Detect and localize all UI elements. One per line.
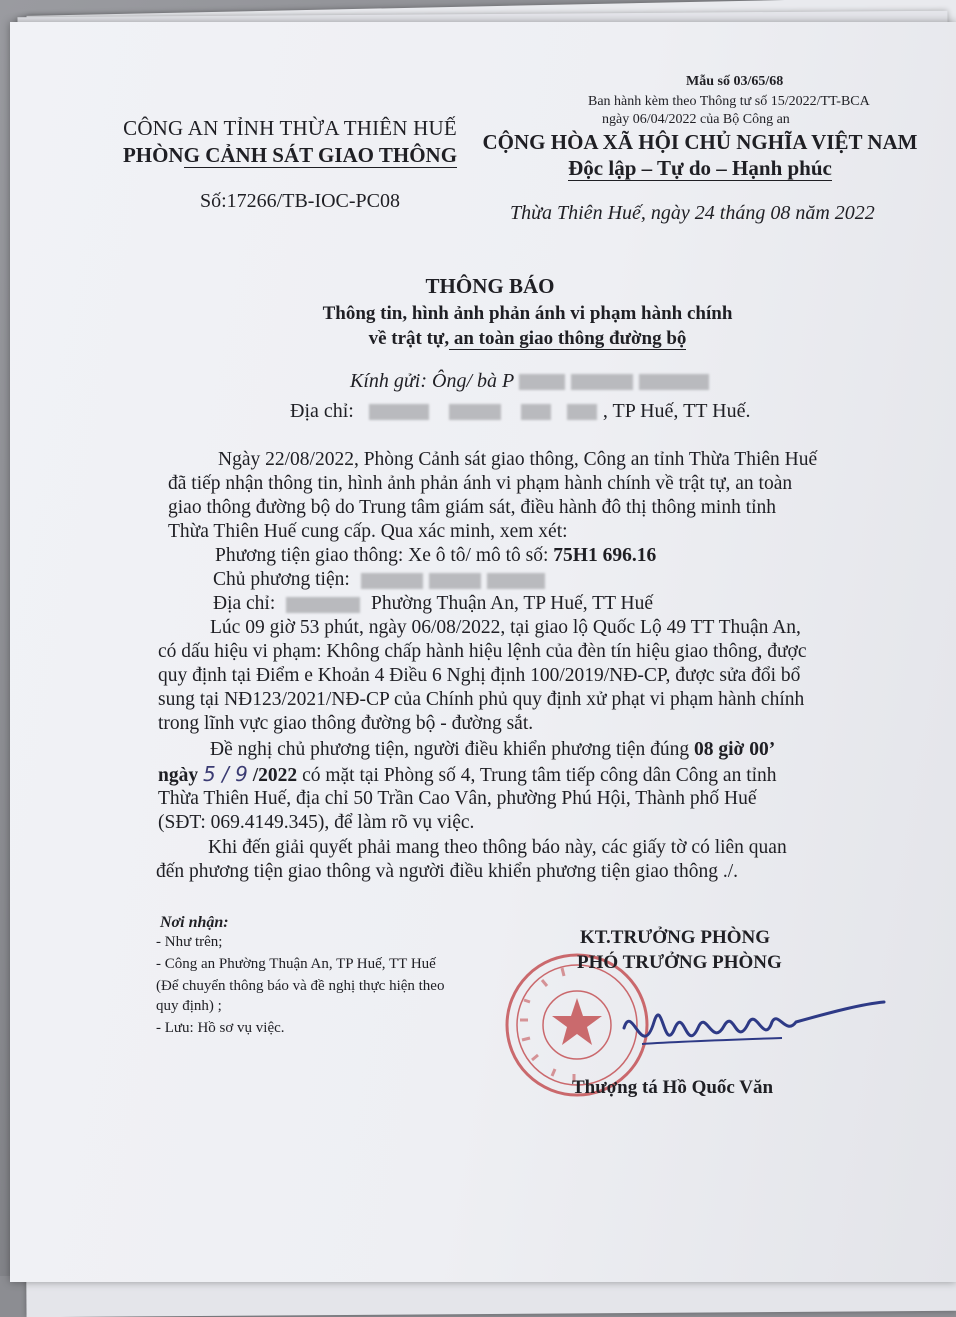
redacted-block bbox=[639, 374, 709, 390]
recipients-item: - Như trên; bbox=[156, 934, 223, 950]
body-line: đã tiếp nhận thông tin, hình ảnh phản ánh vi phạm hành chính về trật tự, an toàn bbox=[168, 473, 793, 494]
handwritten-date: 5 / 9 bbox=[202, 762, 248, 786]
body-line: Ngày 22/08/2022, Phòng Cảnh sát giao thông, Công an tỉnh Thừa Thiên Huế bbox=[218, 449, 818, 470]
motto bbox=[480, 156, 920, 181]
signer-title-1: KT.TRƯỞNG PHÒNG bbox=[580, 927, 770, 948]
signer-title-2: PHÓ TRƯỞNG PHÒNG bbox=[577, 952, 782, 973]
redacted-block bbox=[429, 573, 481, 589]
redacted-block bbox=[449, 404, 501, 420]
owner-address-label: Địa chỉ: bbox=[213, 593, 276, 614]
recipient-address bbox=[290, 400, 750, 423]
agency-name: CÔNG AN TỈNH THỪA THIÊN HUẾ bbox=[123, 116, 457, 140]
request-text: Đề nghị chủ phương tiện, người điều khiển phương tiện đúng bbox=[210, 739, 694, 760]
body-line: Thừa Thiên Huế cung cấp. Qua xác minh, xem xét: bbox=[168, 521, 568, 542]
owner-line bbox=[213, 568, 551, 592]
department-name-part2: G CẢNH SÁT GIAO THÔNG bbox=[183, 143, 458, 167]
document-page bbox=[10, 22, 956, 1282]
request-day-label: ngày bbox=[158, 765, 199, 786]
doc-subtitle-2 bbox=[10, 328, 956, 350]
document-number: Số:17266/TB-IOC-PC08 bbox=[200, 190, 401, 212]
body-line: giao thông đường bộ do Trung tâm giám sát, điều hành đô thị thông minh tỉnh bbox=[168, 497, 777, 518]
address-tail: , TP Huế, TT Huế. bbox=[602, 400, 751, 422]
owner-address-tail: Phường Thuận An, TP Huế, TT Huế bbox=[366, 593, 654, 614]
request-year: /2022 bbox=[247, 765, 298, 786]
header-right bbox=[480, 130, 920, 181]
nation-name: CỘNG HÒA XÃ HỘI CHỦ NGHĨA VIỆT NAM bbox=[482, 130, 918, 154]
recipients-item: (Để chuyển thông báo và đề nghị thực hiện theo bbox=[156, 978, 445, 994]
vehicle-line bbox=[215, 544, 656, 568]
redacted-block bbox=[487, 573, 545, 589]
body-line: Thừa Thiên Huế, địa chỉ 50 Trần Cao Vân, phường Phú Hội, Thành phố Huế bbox=[158, 788, 757, 809]
signature-icon bbox=[602, 982, 892, 1072]
redacted-block bbox=[286, 597, 360, 613]
request-time: 08 giờ 00’ bbox=[694, 739, 776, 760]
owner-label: Chủ phương tiện: bbox=[213, 569, 350, 590]
place-date: Thừa Thiên Huế, ngày 24 tháng 08 năm 2022 bbox=[510, 202, 875, 224]
recipient-greeting bbox=[350, 370, 715, 393]
body-line: Lúc 09 giờ 53 phút, ngày 06/08/2022, tại giao lộ Quốc Lộ 49 TT Thuận An, bbox=[210, 617, 801, 638]
redacted-block bbox=[361, 573, 423, 589]
doc-subtitle-2b: an toàn giao thông đường bộ bbox=[449, 328, 687, 349]
form-number: Mẫu số 03/65/68 bbox=[686, 74, 784, 89]
owner-address-line bbox=[213, 592, 653, 616]
department-name bbox=[100, 143, 480, 168]
request-line-2 bbox=[158, 763, 777, 788]
request-line-1 bbox=[210, 738, 775, 762]
vehicle-plate: 75H1 696.16 bbox=[553, 545, 657, 566]
recipients-item: - Lưu: Hồ sơ vụ việc. bbox=[156, 1020, 285, 1036]
doc-subtitle-1: Thông tin, hình ảnh phản ánh vi phạm hành chính bbox=[322, 303, 733, 324]
vehicle-label: Phương tiện giao thông: Xe ô tô/ mô tô số: bbox=[215, 545, 554, 566]
issued-line-1: Ban hành kèm theo Thông tư số 15/2022/TT-BCA bbox=[588, 94, 870, 109]
body-line: sung tại NĐ123/2021/NĐ-CP của Chính phủ quy định xử phạt vi phạm hành chính bbox=[158, 689, 805, 710]
redacted-block bbox=[567, 404, 597, 420]
body-line: quy định tại Điểm e Khoản 4 Điều 6 Nghị định 100/2019/NĐ-CP, được sửa đổi bổ bbox=[158, 665, 801, 686]
doc-subtitle-2a: về trật tự, bbox=[368, 328, 450, 349]
redacted-block bbox=[369, 404, 429, 420]
redacted-block bbox=[521, 404, 551, 420]
recipients-item: - Công an Phường Thuận An, TP Huế, TT Huế bbox=[156, 956, 436, 972]
body-line: đến phương tiện giao thông và người điều khiển phương tiện giao thông ./. bbox=[156, 861, 739, 882]
signer-name: Thượng tá Hồ Quốc Văn bbox=[572, 1077, 774, 1098]
department-name-part1: PHÒN bbox=[122, 143, 184, 167]
header-left bbox=[100, 116, 480, 168]
issued-line-2: ngày 06/04/2022 của Bộ Công an bbox=[602, 112, 790, 127]
recipients-item: quy định) ; bbox=[156, 998, 222, 1014]
request-tail: có mặt tại Phòng số 4, Trung tâm tiếp công dân Công an tỉnh bbox=[297, 765, 777, 786]
body-line: (SĐT: 069.4149.345), để làm rõ vụ việc. bbox=[158, 812, 475, 833]
motto-text: Độc lập – Tự do – Hạnh phúc bbox=[568, 156, 832, 180]
recipients-label: Nơi nhận: bbox=[160, 914, 229, 931]
redacted-block bbox=[571, 374, 633, 390]
doc-title: THÔNG BÁO bbox=[425, 274, 555, 298]
redacted-block bbox=[519, 374, 565, 390]
address-label: Địa chỉ: bbox=[290, 400, 354, 422]
greeting-text: Kính gửi: Ông/ bà P bbox=[350, 370, 514, 392]
body-line: trong lĩnh vực giao thông đường bộ - đường sắt. bbox=[158, 713, 534, 734]
body-line: Khi đến giải quyết phải mang theo thông báo này, các giấy tờ có liên quan bbox=[208, 837, 787, 858]
body-line: có dấu hiệu vi phạm: Không chấp hành hiệu lệnh của đèn tín hiệu giao thông, được bbox=[158, 641, 807, 662]
